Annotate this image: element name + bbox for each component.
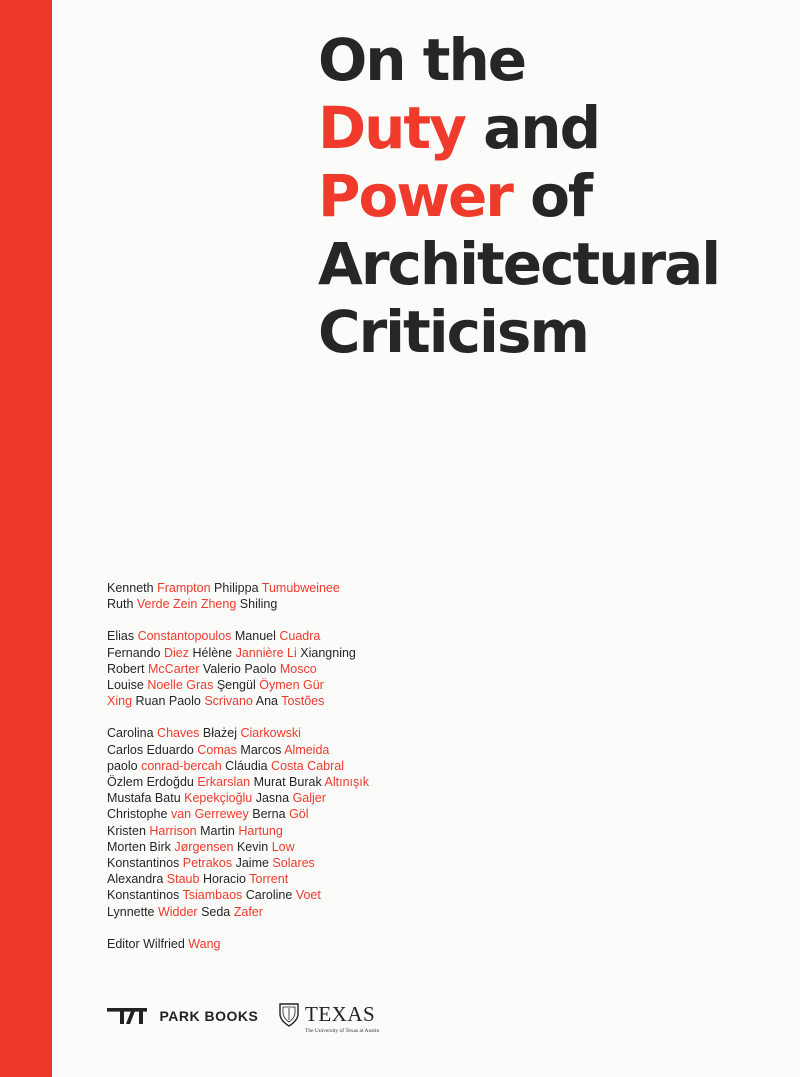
contributor-given-name: Şengül [216, 678, 256, 693]
contributor-surname: Costa Cabral [271, 758, 344, 773]
contributor-given-name: Carlos Eduardo [107, 742, 194, 757]
contributor-group [107, 628, 369, 709]
contributor-given-name: Valerio Paolo [202, 661, 277, 676]
contributor-surname: conrad-bercah [141, 758, 222, 773]
contributor-given-name: Ruan Paolo [135, 694, 201, 709]
contributor-surname: Comas [197, 742, 237, 757]
contributor-given-name: Konstantinos [107, 888, 180, 903]
red-spine-band [0, 0, 52, 1077]
title-word-and: and [464, 94, 600, 162]
editor-surname: Wang [188, 937, 221, 951]
contributor-surname: Altınışık [324, 775, 369, 790]
contributor-surname: Li [287, 645, 297, 660]
contributor-surname: Torrent [249, 872, 289, 887]
contributor-row [107, 596, 369, 612]
contributor-surname: Jannière [235, 645, 284, 660]
contributor-given-name: Ana [255, 694, 279, 709]
title-line-2 [318, 94, 719, 162]
contributor-given-name: Kenneth [107, 581, 154, 595]
contributor-surname: Noelle Gras [147, 678, 214, 693]
contributor-given-name: Martin [200, 823, 235, 838]
contributor-surname: Diez [164, 645, 190, 660]
contributor-surname: Scrivano [204, 694, 253, 709]
contributor-given-name: Mustafa Batu [107, 791, 181, 806]
contributor-group [107, 725, 369, 919]
contributor-row [107, 661, 369, 677]
contributor-surname: Göl [289, 807, 309, 822]
contributor-row [107, 790, 369, 806]
contributor-row [107, 855, 369, 871]
contributor-row [107, 871, 369, 887]
contributor-given-name: Horacio [202, 872, 247, 887]
contributor-surname: Staub [166, 872, 200, 887]
contributor-given-name: Hélène [192, 645, 233, 660]
park-books-mark-icon [107, 1008, 147, 1024]
contributor-given-name: Xiangning [300, 645, 356, 660]
contributor-surname: van Gerrewey [170, 807, 249, 822]
university-shield-icon [279, 1003, 299, 1027]
contributor-given-name: Fernando [107, 645, 161, 660]
contributor-given-name: Jasna [255, 791, 290, 806]
contributor-surname: Tostões [281, 694, 325, 709]
contributor-surname: Chaves [157, 726, 200, 741]
title-line-1: On the [318, 26, 526, 94]
title-word-power: Power [318, 162, 512, 230]
contributor-row [107, 677, 369, 693]
editor-credit [107, 937, 220, 951]
contributor-surname: Cuadra [279, 629, 321, 644]
contributor-surname: Galjer [292, 791, 326, 806]
contributor-surname: Zheng [200, 597, 237, 612]
contributor-row [107, 887, 369, 903]
contributor-row [107, 758, 369, 774]
contributor-given-name: Manuel [234, 629, 276, 644]
contributor-given-name: Louise [107, 678, 144, 693]
contributor-given-name: Jaime [235, 856, 269, 871]
contributor-surname: Low [271, 839, 295, 854]
contributor-group [107, 580, 369, 612]
editor-label: Editor Wilfried [107, 937, 185, 951]
title-word-duty: Duty [318, 94, 465, 162]
contributor-list [107, 580, 369, 936]
contributor-given-name: Kristen [107, 823, 146, 838]
contributor-surname: Tumubweinee [261, 581, 340, 595]
contributor-row [107, 645, 369, 661]
contributor-surname: Petrakos [182, 856, 233, 871]
park-books-name: PARK BOOKS [159, 1007, 259, 1024]
contributor-row [107, 693, 369, 709]
contributor-given-name: Philippa [214, 581, 259, 595]
contributor-given-name: Błażej [202, 726, 237, 741]
book-title [318, 26, 719, 366]
park-books-logo [107, 1007, 258, 1025]
contributor-row [107, 839, 369, 855]
texas-subtitle: The University of Texas at Austin [305, 1028, 380, 1034]
contributor-surname: Mosco [279, 661, 317, 676]
title-line-3 [318, 162, 719, 230]
contributor-surname: Solares [272, 856, 315, 871]
contributor-given-name: Alexandra [107, 872, 164, 887]
contributor-surname: McCarter [148, 661, 200, 676]
contributor-surname: Constantopoulos [137, 629, 232, 644]
contributor-row [107, 742, 369, 758]
contributor-row [107, 628, 369, 644]
contributor-surname: Ciarkowski [240, 726, 301, 741]
contributor-surname: Zafer [233, 904, 263, 919]
contributor-given-name: Cláudia [225, 758, 268, 773]
contributor-given-name: Berna [252, 807, 286, 822]
contributor-surname: Jørgensen [174, 839, 234, 854]
contributor-given-name: Marcos [240, 742, 282, 757]
contributor-given-name: Caroline [245, 888, 293, 903]
contributor-given-name: Carolina [107, 726, 154, 741]
contributor-surname: Harrison [149, 823, 197, 838]
contributor-row [107, 823, 369, 839]
texas-wordmark: TEXAS [305, 1002, 376, 1026]
contributor-surname: Hartung [238, 823, 283, 838]
contributor-given-name: Murat Burak [253, 775, 322, 790]
contributor-surname: Öymen Gür [259, 678, 324, 693]
contributor-given-name: Robert [107, 661, 145, 676]
contributor-given-name: Elias [107, 629, 135, 644]
contributor-given-name: Özlem Erdoğdu [107, 775, 194, 790]
contributor-row [107, 904, 369, 920]
contributor-row [107, 806, 369, 822]
contributor-given-name: Konstantinos [107, 856, 180, 871]
contributor-surname: Widder [157, 904, 198, 919]
contributor-row [107, 580, 369, 596]
contributor-given-name: Shiling [239, 597, 278, 612]
contributor-given-name: Seda [201, 904, 231, 919]
contributor-surname: Almeida [284, 742, 330, 757]
contributor-surname: Erkarslan [197, 775, 251, 790]
contributor-given-name: Christophe [107, 807, 168, 822]
contributor-given-name: Lynnette [107, 904, 155, 919]
contributor-surname: Kepekçioğlu [184, 791, 253, 806]
title-line-4: Architectural [318, 230, 720, 298]
contributor-surname: Frampton [157, 581, 211, 595]
contributor-given-name: paolo [107, 758, 138, 773]
contributor-given-name: Kevin [236, 839, 269, 854]
contributor-given-name: Ruth [107, 597, 134, 612]
contributor-given-name: Morten Birk [107, 839, 171, 854]
contributor-row [107, 725, 369, 741]
contributor-surname: Voet [295, 888, 321, 903]
title-line-5: Criticism [318, 298, 588, 366]
contributor-surname: Xing [107, 694, 133, 709]
contributor-surname: Verde Zein [136, 597, 198, 612]
contributor-surname: Tsiambaos [182, 888, 243, 903]
title-word-of: of [511, 162, 592, 230]
contributor-row [107, 774, 369, 790]
